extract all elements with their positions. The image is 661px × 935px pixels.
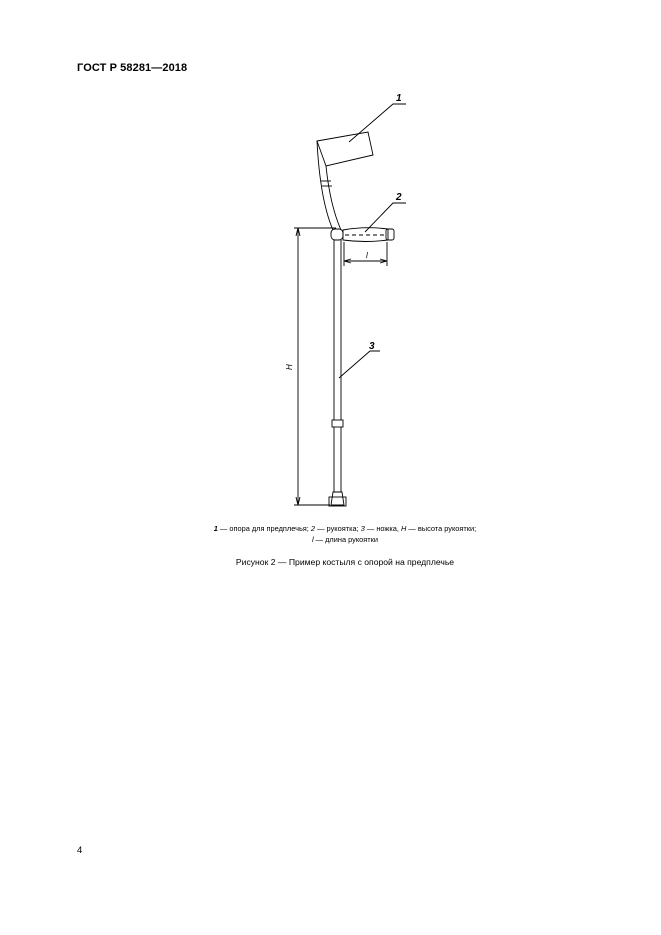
- forearm-cuff: [317, 132, 373, 166]
- figure-legend-line-1: 1 — опора для предплечья; 2 — рукоятка; 3 — ножка, H — высота рукоятки;: [213, 524, 477, 533]
- callout-2: 2: [396, 192, 402, 203]
- dim-H-label: H: [285, 364, 294, 370]
- ferrule-tip: [331, 492, 344, 505]
- figure-legend-line-2: l — длина рукоятки: [311, 535, 379, 544]
- document-code: ГОСТ Р 58281—2018: [77, 62, 188, 74]
- callout-1: 1: [396, 93, 402, 104]
- upper-shaft: [317, 141, 333, 230]
- adjust-collar: [332, 420, 343, 427]
- leader-1: [349, 104, 406, 142]
- leader-3: [339, 351, 380, 378]
- figure-caption: Рисунок 2 — Пример костыля с опорой на предплечье: [235, 557, 455, 567]
- callout-3: 3: [369, 341, 375, 352]
- page-number: 4: [77, 845, 83, 856]
- dim-l-label: l: [366, 251, 368, 260]
